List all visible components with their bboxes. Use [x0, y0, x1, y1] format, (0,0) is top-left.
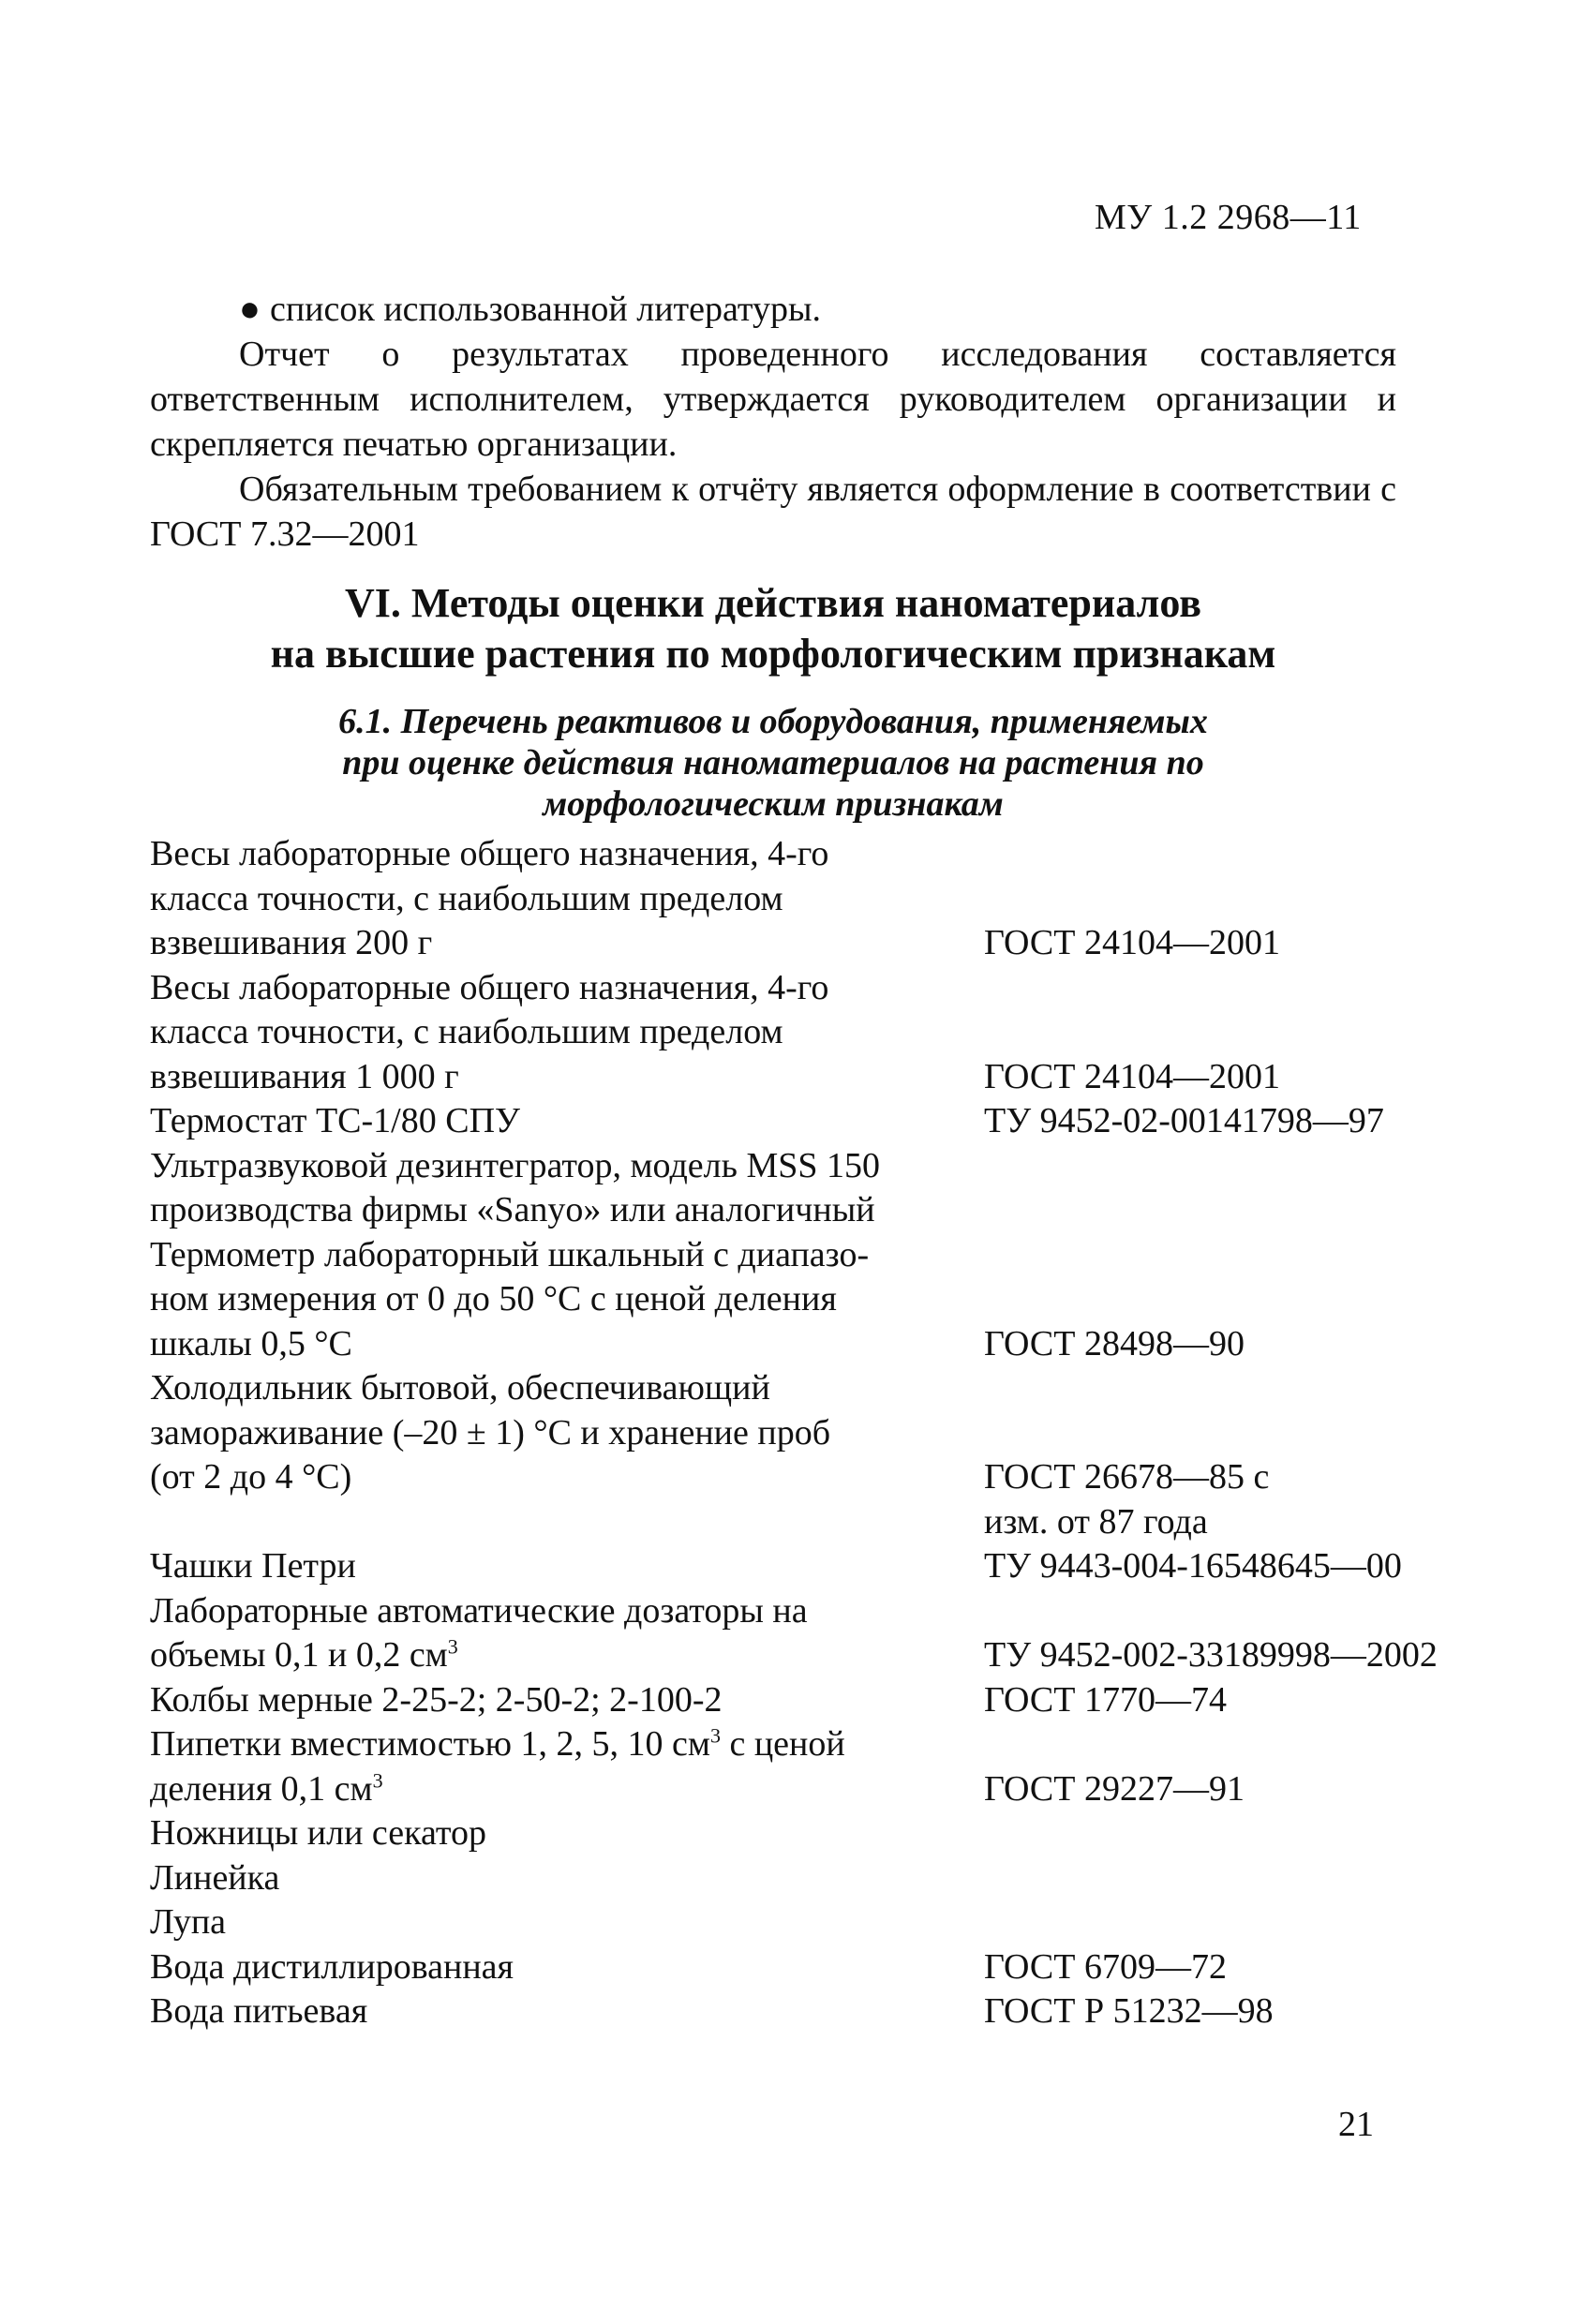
equipment-standard: ГОСТ 24104—2001: [984, 1056, 1280, 1096]
equipment-name: [150, 1589, 984, 1678]
equipment-name: [150, 1945, 984, 1990]
equipment-name: [150, 1678, 984, 1723]
superscript: 3: [447, 1634, 458, 1659]
equipment-name: [150, 1366, 984, 1544]
equipment-item: [150, 1678, 1462, 1723]
equipment-item: [150, 1900, 1462, 1945]
superscript: 3: [709, 1723, 721, 1748]
document-code-header: МУ 1.2 2968—11: [1095, 198, 1362, 237]
equipment-name-line: Колбы мерные 2-25-2; 2-50-2; 2-100-2: [150, 1679, 723, 1720]
bullet-list-item: [150, 287, 1396, 332]
page-number: 21: [1338, 2105, 1374, 2144]
equipment-name-line: взвешивания 200 г: [150, 923, 433, 962]
equipment-item: [150, 832, 1462, 966]
equipment-name-text: объемы 0,1 и 0,2 см: [150, 1635, 448, 1675]
equipment-item: [150, 1945, 1462, 1990]
equipment-standard: ГОСТ 29227—91: [984, 1768, 1245, 1809]
equipment-name: [150, 1144, 984, 1233]
equipment-name: [150, 1989, 984, 2034]
equipment-name-line: [150, 1633, 984, 1678]
equipment-standard: ТУ 9452-02-00141798—97: [984, 1101, 1384, 1140]
equipment-name-line: Лабораторные автоматические дозаторы на: [150, 1590, 808, 1631]
subsection-title-line-3: морфологическим признакам: [543, 784, 1004, 824]
equipment-standard: [984, 1366, 1462, 1544]
equipment-name-text: с ценой: [720, 1724, 845, 1764]
equipment-standard: ГОСТ 28498—90: [984, 1323, 1245, 1363]
equipment-name-line: замораживание (–20 ± 1) °С и хранение проб: [150, 1412, 831, 1452]
equipment-name-line: Ножницы или секатор: [150, 1813, 486, 1853]
equipment-name: [150, 1233, 984, 1367]
equipment-standard: ТУ 9452-002-33189998—2002: [984, 1635, 1438, 1675]
equipment-name-line: Весы лабораторные общего назначения, 4-го: [150, 967, 829, 1007]
equipment-name-line: Термометр лабораторный шкальный с диапазо-: [150, 1234, 870, 1274]
equipment-name-line: шкалы 0,5 °С: [150, 1323, 352, 1363]
equipment-name-text: деления 0,1 см: [150, 1768, 373, 1809]
equipment-item: [150, 1544, 1462, 1589]
intro-text-block: [150, 287, 1396, 557]
equipment-name: [150, 1099, 984, 1144]
equipment-name-line: класса точности, с наибольшим пределом: [150, 878, 783, 918]
equipment-standard: ГОСТ 6709—72: [984, 1946, 1227, 1987]
equipment-name-line: Ультразвуковой дезинтегратор, модель MSS 150: [150, 1145, 880, 1185]
equipment-standard: ТУ 9443-004-16548645—00: [984, 1546, 1402, 1586]
subsection-title-line-1: 6.1. Перечень реактивов и оборудования, применяемых: [338, 702, 1208, 741]
equipment-name-line: [150, 1722, 984, 1767]
equipment-list: [150, 832, 1462, 2034]
equipment-name-line: производства фирмы «Sanyo» или аналогичный: [150, 1190, 875, 1229]
equipment-name: [150, 1900, 984, 1945]
equipment-standard: ГОСТ Р 51232—98: [984, 1991, 1274, 2031]
subsection-title-line-2: при оценке действия наноматериалов на растения по: [342, 743, 1204, 782]
equipment-name-line: Холодильник бытовой, обеспечивающий: [150, 1368, 770, 1408]
equipment-name: [150, 832, 984, 966]
equipment-name-line: класса точности, с наибольшим пределом: [150, 1012, 783, 1051]
equipment-standard-note: изм. от 87 года: [984, 1501, 1208, 1542]
paragraph-report: Отчет о результатах проведенного исследования составляется ответственным исполнителем, утверждается руководителем организации и скрепляется печатью организации.: [150, 335, 1396, 464]
superscript: 3: [372, 1767, 383, 1792]
equipment-name-line: Линейка: [150, 1857, 280, 1898]
equipment-name-text: Пипетки вместимостью 1, 2, 5, 10 см: [150, 1724, 710, 1764]
equipment-name-line: Лупа: [150, 1902, 227, 1942]
equipment-name-line: Весы лабораторные общего назначения, 4-го: [150, 834, 829, 873]
equipment-item: [150, 1144, 1462, 1233]
bullet-text: список использованной литературы.: [269, 290, 822, 329]
equipment-item: [150, 1722, 1462, 1811]
equipment-name: [150, 1811, 984, 1856]
equipment-name-line: Вода питьевая: [150, 1991, 368, 2031]
equipment-standard: ГОСТ 24104—2001: [984, 923, 1280, 962]
section-title-line-2: на высшие растения по морфологическим признакам: [270, 631, 1276, 677]
equipment-name-line: Вода дистиллированная: [150, 1946, 514, 1987]
equipment-item: [150, 1099, 1462, 1144]
equipment-item: [150, 1811, 1462, 1856]
bullet-icon: ●: [239, 290, 261, 329]
section-title-line-1: VI. Методы оценки действия наноматериалов: [345, 580, 1201, 626]
section-title: [150, 578, 1396, 679]
equipment-item: [150, 1856, 1462, 1901]
equipment-standard-line: ГОСТ 26678—85 с: [984, 1457, 1270, 1497]
equipment-name: [150, 1856, 984, 1901]
equipment-name-line: [150, 1767, 984, 1812]
equipment-standard: ГОСТ 1770—74: [984, 1679, 1227, 1720]
equipment-name: [150, 1544, 984, 1589]
equipment-name-line: взвешивания 1 000 г: [150, 1056, 459, 1096]
equipment-name-line: [150, 1500, 984, 1545]
equipment-item: [150, 1989, 1462, 2034]
subsection-title: [150, 701, 1396, 825]
equipment-item: [150, 1366, 1462, 1544]
equipment-name-line: Термостат ТС-1/80 СПУ: [150, 1101, 520, 1140]
paragraph-requirement: Обязательным требованием к отчёту является оформление в соответствии с ГОСТ 7.32—2001: [150, 469, 1396, 554]
equipment-name: [150, 1722, 984, 1811]
equipment-name-line: (от 2 до 4 °С): [150, 1457, 352, 1497]
equipment-item: [150, 1233, 1462, 1367]
equipment-name-line: Чашки Петри: [150, 1546, 356, 1586]
equipment-item: [150, 966, 1462, 1100]
equipment-name-line: ном измерения от 0 до 50 °С с ценой деления: [150, 1279, 837, 1318]
equipment-item: [150, 1589, 1462, 1678]
equipment-name: [150, 966, 984, 1100]
